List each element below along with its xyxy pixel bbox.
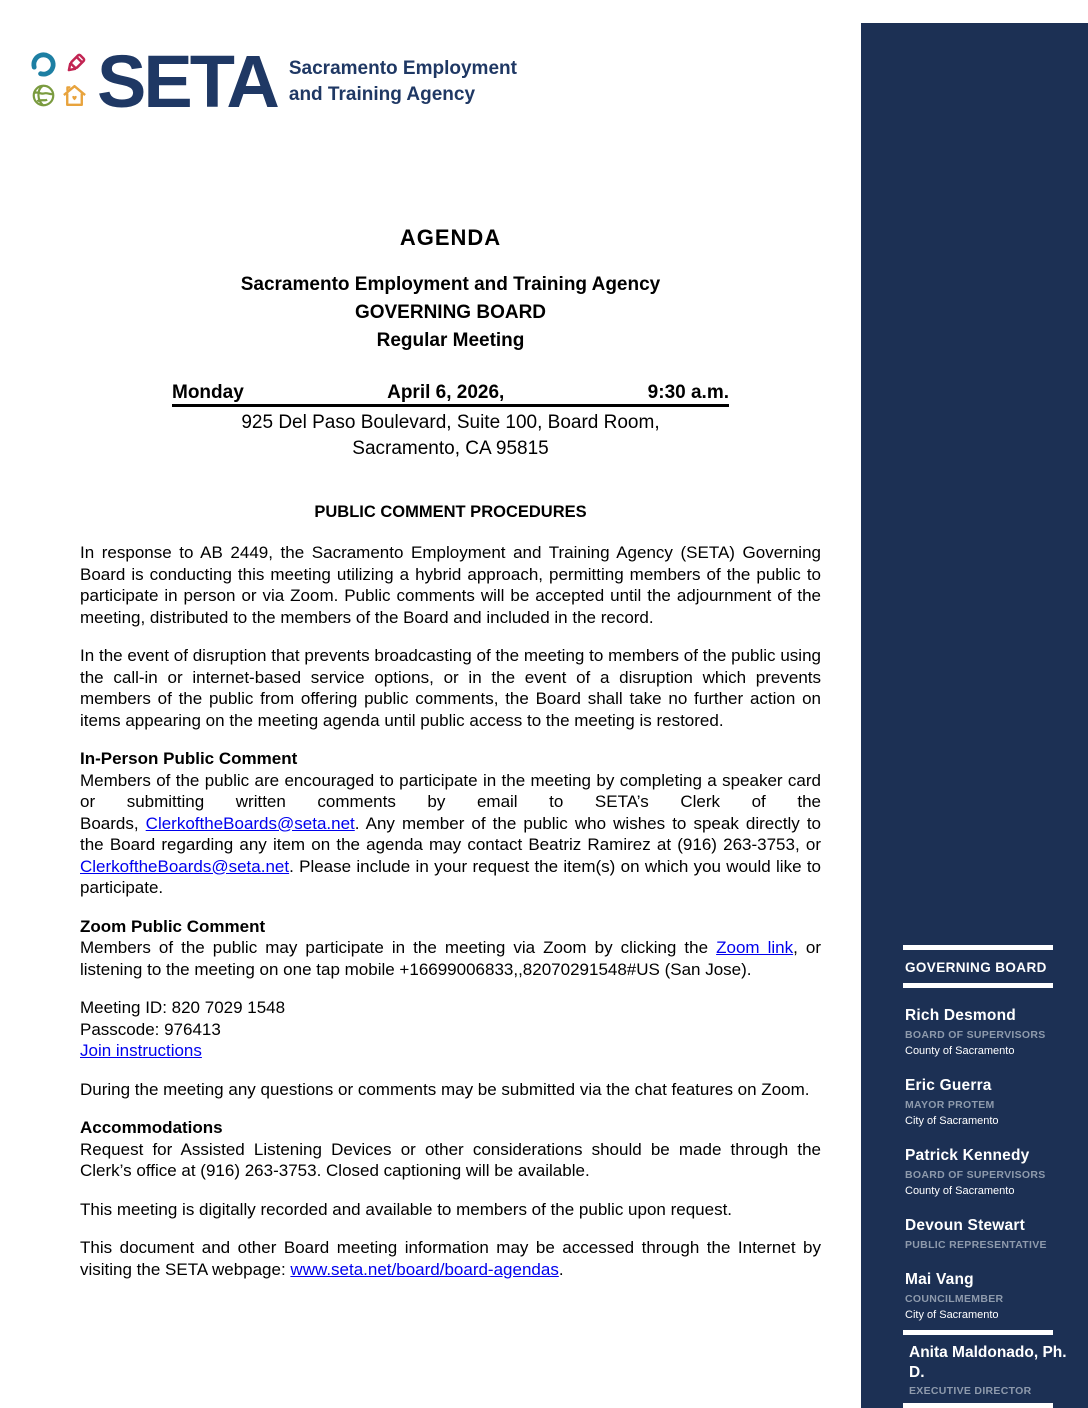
meeting-id: Meeting ID: 820 7029 1548: [80, 998, 286, 1017]
member-name: Rich Desmond: [905, 1007, 1016, 1024]
sidebar-content: [861, 23, 1088, 1408]
webpage-text-1: This document and other Board meeting information may be accessed through the Internet by visiting the SETA webpage:: [80, 1238, 821, 1279]
passcode: Passcode: 976413: [80, 1019, 221, 1039]
member-role: MAYOR PROTEM: [905, 1099, 995, 1111]
board-member: [905, 1216, 1070, 1252]
inperson-text-3: . Please include in your request the item(s) on which you would like to participate.: [80, 856, 821, 897]
paragraph-accommodations: Request for Assisted Listening Devices or other considerations should be made through the Clerk’s office at (916) 263-3753. Closed captioning will be available.: [80, 1139, 821, 1180]
heading-accommodations: Accommodations: [80, 1118, 223, 1137]
director-name: Anita Maldonado, Ph. D.: [909, 1344, 1067, 1381]
paragraph-zoom: [80, 937, 821, 980]
director-role: EXECUTIVE DIRECTOR: [909, 1385, 1032, 1397]
join-instructions-link[interactable]: Join instructions: [80, 1041, 202, 1060]
logo-tagline-line2: and Training Agency: [288, 84, 476, 105]
meeting-address: [80, 410, 821, 462]
executive-director-block: [905, 1330, 1070, 1408]
inperson-text-1: Members of the public are encouraged to participate in the meeting by completing a speaker card or submitting written comments by email to SETA’s Clerk of the Boards,: [80, 770, 821, 833]
globe-icon: [30, 82, 58, 113]
member-org: County of Sacramento: [905, 1185, 1015, 1197]
sidebar-divider-bottom: [903, 983, 1053, 988]
director-divider-top: [903, 1330, 1053, 1335]
board-member: [905, 1076, 1070, 1128]
zoom-link[interactable]: Zoom link: [716, 938, 794, 957]
zoom-text-1: Members of the public may participate in the meeting via Zoom by clicking the: [80, 938, 717, 957]
logo-brand-text: SETA: [97, 40, 277, 123]
subtitle-agency: Sacramento Employment and Training Agency: [240, 274, 661, 295]
subtitle-board: GOVERNING BOARD: [354, 302, 547, 323]
address-line1: 925 Del Paso Boulevard, Suite 100, Board Room,: [241, 412, 660, 433]
meeting-date-row: [172, 381, 729, 407]
sidebar-heading: GOVERNING BOARD: [905, 960, 1047, 975]
paragraph-ab2449: In response to AB 2449, the Sacramento Employment and Training Agency (SETA) Governing Board is conducting this meeting utilizing a hybrid approach, permitting members of the public to participate in person or via Zoom. Public comments will be accepted until the adjournment of the meeting, distributed to the members of the Board and included in the record.: [80, 543, 821, 627]
member-org: City of Sacramento: [905, 1309, 999, 1321]
webpage-text-2: .: [558, 1259, 564, 1279]
clerk-email-link-1[interactable]: ClerkoftheBoards@seta.net: [145, 813, 355, 833]
meeting-date: April 6, 2026,: [387, 382, 505, 403]
member-role: BOARD OF SUPERVISORS: [905, 1029, 1046, 1041]
subtitle-meeting-type: Regular Meeting: [376, 330, 525, 351]
cycle-icon: [30, 51, 58, 82]
heading-zoom-comment: Zoom Public Comment: [80, 916, 266, 936]
paragraph-webpage: [80, 1237, 821, 1280]
meeting-time: 9:30 a.m.: [647, 382, 729, 403]
member-role: COUNCILMEMBER: [905, 1293, 1004, 1305]
title-block: [80, 271, 821, 355]
member-name: Patrick Kennedy: [905, 1147, 1030, 1164]
meeting-day: Monday: [172, 382, 244, 403]
board-agendas-link[interactable]: www.seta.net/board/board-agendas: [290, 1259, 559, 1279]
page-title: AGENDA: [399, 225, 502, 250]
member-org: County of Sacramento: [905, 1045, 1015, 1057]
sidebar-divider-top: [903, 945, 1053, 950]
zoom-details-block: [80, 997, 821, 1062]
member-role: BOARD OF SUPERVISORS: [905, 1169, 1046, 1181]
director-divider-bottom: [903, 1403, 1053, 1408]
paragraph-recorded: This meeting is digitally recorded and available to members of the public upon request.: [80, 1199, 733, 1219]
member-name: Mai Vang: [905, 1271, 974, 1288]
board-member: [905, 1006, 1070, 1058]
section-title-public-comment: PUBLIC COMMENT PROCEDURES: [314, 503, 587, 521]
inperson-text-2: . Any member of the public who wishes to speak directly to the Board regarding any item on the agenda may contact Beatriz Ramirez at (916) 263-3753, or: [80, 813, 821, 854]
member-role: PUBLIC REPRESENTATIVE: [905, 1239, 1047, 1251]
main-content: [80, 0, 821, 1280]
logo-tagline-line1: Sacramento Employment: [288, 58, 517, 79]
address-line2: Sacramento, CA 95815: [352, 438, 549, 459]
governing-board-sidebar: [861, 23, 1088, 1408]
zoom-text-2: , or listening to the meeting on one tap mobile +16699006833,,82070291548#US (San Jose).: [80, 938, 822, 979]
clerk-email-link-2[interactable]: ClerkoftheBoards@seta.net: [80, 856, 290, 876]
paragraph-chat: During the meeting any questions or comments may be submitted via the chat features on Zoom.: [80, 1079, 810, 1099]
member-name: Eric Guerra: [905, 1077, 992, 1094]
heading-inperson-comment: In-Person Public Comment: [80, 749, 298, 768]
board-member: [905, 1146, 1070, 1198]
board-member: [905, 1270, 1070, 1322]
paragraph-inperson: [80, 770, 821, 899]
paragraph-disruption: In the event of disruption that prevents broadcasting of the meeting to members of the public using the call-in or internet-based service options, or in the event of a disruption which prevents members of the public from offering public comments, the Board shall take no further action on items appearing on the meeting agenda until public access to the meeting is restored.: [80, 646, 821, 730]
member-name: Devoun Stewart: [905, 1217, 1025, 1234]
member-org: City of Sacramento: [905, 1115, 999, 1127]
